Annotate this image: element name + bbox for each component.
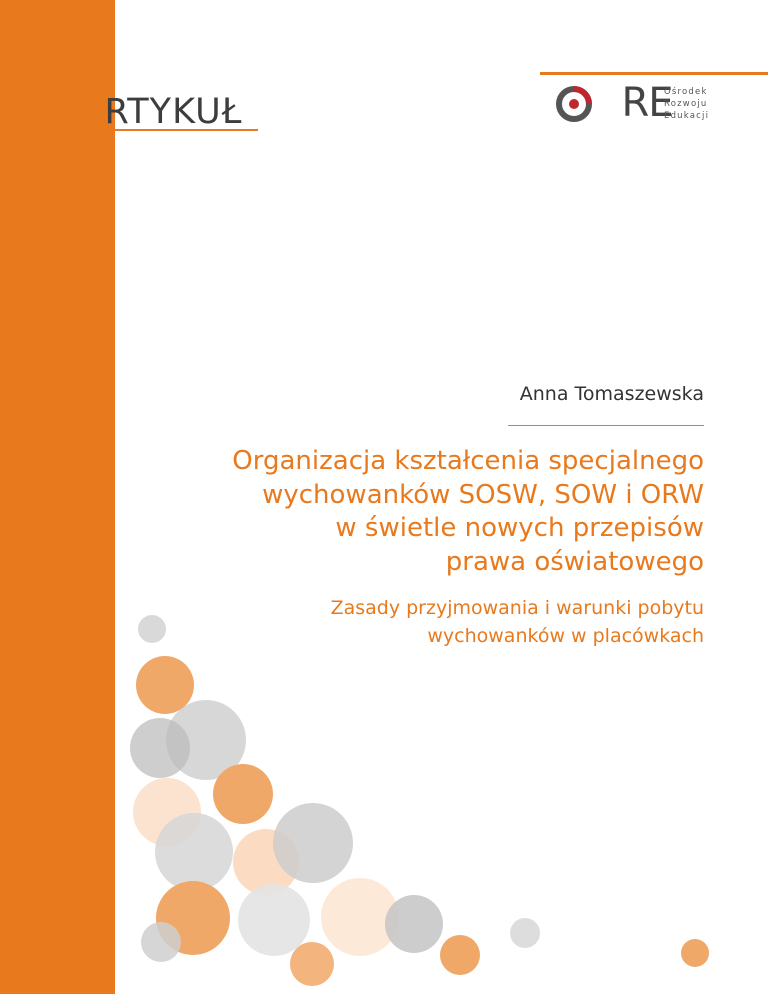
bubble	[290, 942, 334, 986]
bubble	[213, 764, 273, 824]
subtitle-line: wychowanków w placówkach	[427, 625, 704, 647]
heading-initial: A	[60, 62, 107, 141]
decorative-bubbles	[0, 600, 768, 994]
logo-subtitle	[664, 86, 709, 122]
bubble	[385, 895, 443, 953]
document-title	[144, 445, 704, 579]
bubble	[510, 918, 540, 948]
bubble	[138, 615, 166, 643]
bubble	[273, 803, 353, 883]
subtitle-line: Zasady przyjmowania i warunki pobytu	[330, 597, 704, 619]
bubble	[681, 939, 709, 967]
logo-line-2: Rozwoju	[664, 99, 708, 109]
author-name: Anna Tomaszewska	[519, 383, 704, 405]
logo-mark-text	[591, 82, 673, 124]
title-line: w świetle nowych przepisów	[335, 513, 704, 543]
title-line: prawa oświatowego	[445, 546, 704, 577]
artykul-heading	[60, 62, 243, 141]
title-line: Organizacja kształcenia specjalnego	[232, 446, 704, 476]
author-underline	[508, 425, 704, 426]
logo-re: RE	[621, 80, 673, 126]
bubble	[136, 656, 194, 714]
bubble	[155, 813, 233, 891]
bubble	[440, 935, 480, 975]
bubble	[238, 884, 310, 956]
logo-line-1: Ośrodek	[664, 87, 708, 97]
heading-rest: RTYKUŁ	[104, 92, 243, 132]
logo-line-3: Edukacji	[664, 111, 710, 121]
title-line: wychowanków SOSW, SOW i ORW	[262, 479, 704, 510]
bubble	[141, 922, 181, 962]
logo-topline	[540, 72, 768, 75]
